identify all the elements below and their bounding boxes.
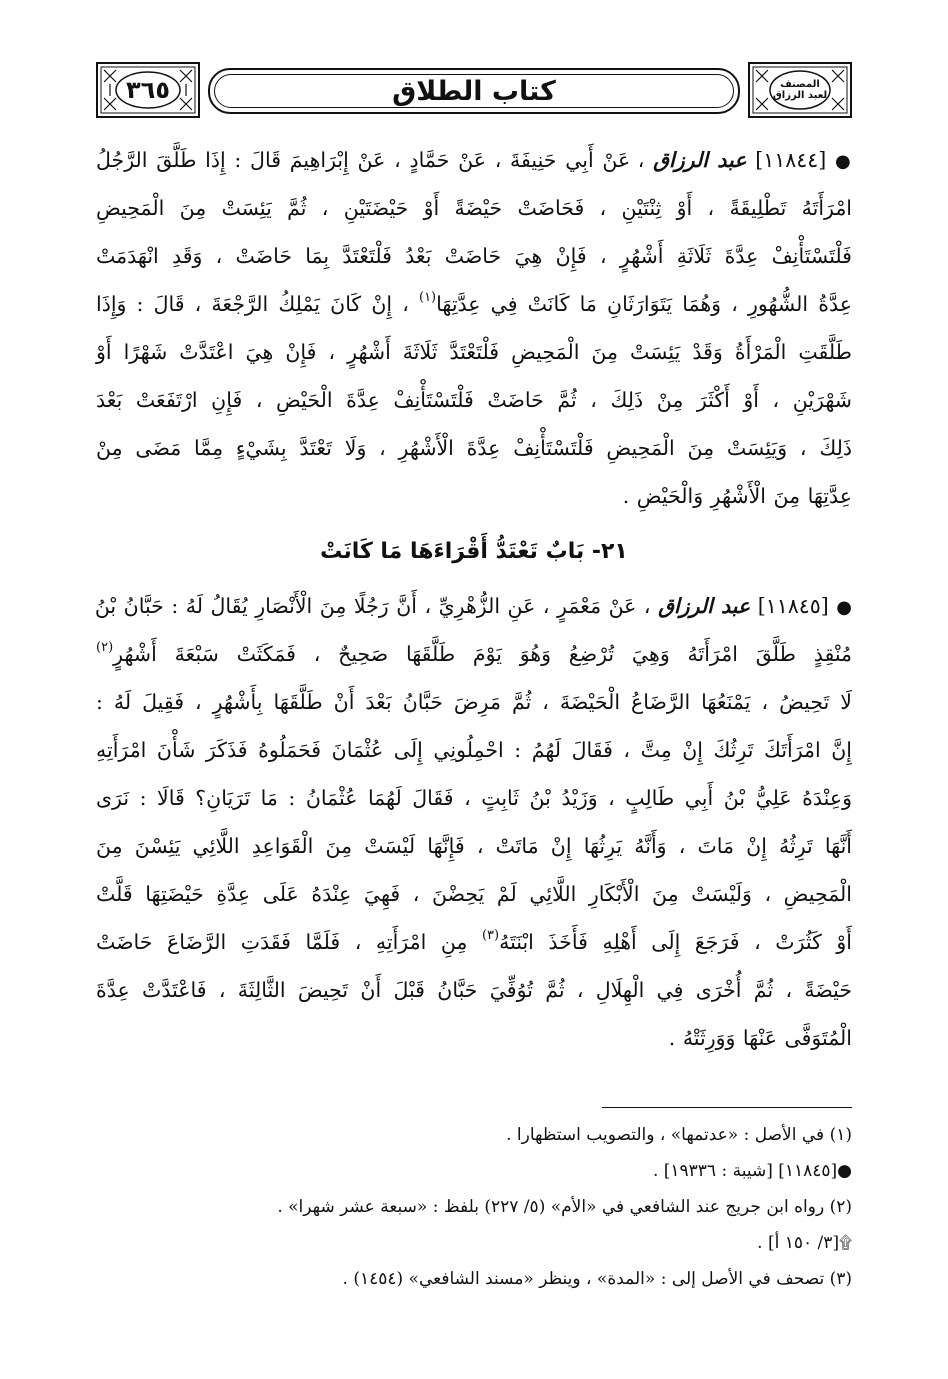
hadith-text: مُنْقِذٍ طَلَّقَ امْرَأَتَهُ وَهِيَ تُرْضِعُ وَهُوَ يَوْمَ طَلَّقَهَا صَحِيحٌ ، فَمَكَثَتْ سَبْعَةَ أَشْهُرٍ [113,642,852,666]
text-line: إِنَّ امْرَأَتَكَ تَرِثُكَ إِنْ مِتَّ ، فَقَالَ لَهُمُ : احْمِلُونِي إِلَى عُثْمَانَ فَحَمَلُوهُ فَذَكَرَ شَأْنَ امْرَأَتِهِ [96,738,852,762]
hadith-11844 [96,136,852,520]
footnote: (١) في الأصل : «عدتمها» ، والتصويب استظهارا . [506,1125,852,1145]
book-logo-line: المصنف [780,79,820,90]
chapter-title-frame [208,68,740,114]
text-line: امْرَأَتَهُ تَطْلِيقَةً ، أَوْ ثِنْتَيْنِ ، فَحَاضَتْ حَيْضَةً أَوْ حَيْضَتَيْنِ ، ثُمَّ يَئِسَتْ مِنَ الْمَحِيضِ [96,196,852,220]
hadith-text: مِنِ امْرَأَتِهِ ، فَلَمَّا فَقَدَتِ الرَّضَاعَ حَاضَتْ [96,930,468,954]
text-line: عِدَّتِهَا مِنَ الْأَشْهُرِ وَالْحَيْضِ . [622,484,852,508]
chapter-heading: ٢١- بَابٌ تَعْتَدُّ أَقْرَاءَهَا مَا كَانَتْ [320,538,628,564]
book-logo [748,62,852,118]
hadith-text: ، إِنْ كَانَ يَمْلِكُ الرَّجْعَةَ ، قَالَ : وَإِذَا [96,292,409,316]
book-logo-line: لعبد الرزاق [772,90,828,101]
hadith-11845 [96,582,852,1062]
text-line: حَيْضَةً ، ثُمَّ أُخْرَى فِي الْهِلَالِ ، ثُمَّ تُوُفِّيَ حَبَّانُ قَبْلَ أَنْ تَحِيضَ الثَّالِثَةَ ، فَاعْتَدَّتْ عِدَّةَ [96,978,852,1002]
bullet-icon: ● [835,151,852,172]
footnote: (٢) رواه ابن جريج عند الشافعي في «الأم» (٥/ ٢٢٧) بلفظ : «سبعة عشر شهرا» . [277,1197,852,1217]
bullet-icon: ● [836,597,852,618]
text-line: أَنَّهَا تَرِثُهُ إِنْ مَاتَ ، وَأَنَّهُ يَرِثُهَا إِنْ مَاتَتْ ، فَإِنَّهَا لَيْسَتْ مِنَ الْقَوَاعِدِ اللَّائِي يَئِسْنَ مِنَ [96,834,852,858]
text-line: لَا تَحِيضُ ، يَمْنَعُهَا الرَّضَاعُ الْحَيْضَةَ ، ثُمَّ مَرِضَ حَبَّانُ بَعْدَ أَنْ طَلَّقَهَا بِأَشْهُرٍ ، فَقِيلَ لَهُ : [96,690,852,714]
text-line: وَعِنْدَهُ عَلِيُّ بْنُ أَبِي طَالِبٍ ، وَزَيْدُ بْنُ ثَابِتٍ ، فَقَالَ لَهُمَا عُثْمَانُ : مَا تَرَيَانِ؟ قَالَا : نَرَى [96,786,852,810]
chapter-title: كتاب الطلاق [392,75,556,107]
text-line: الْمُتَوَفَّى عَنْهَا وَوَرِثَتْهُ . [668,1026,852,1050]
text-line: فَلْتَسْتَأْنِفْ عِدَّةَ ثَلَاثَةِ أَشْهُرٍ ، فَإِنْ هِيَ حَاضَتْ بَعْدُ فَلْتَعْتَدَّ بِمَا حَاضَتْ ، وَقَدِ انْهَدَمَتْ [96,244,852,268]
footnote-ref: (١) [418,290,437,305]
footnote-ref: (٣) [481,928,500,943]
text-line [96,918,852,966]
footnote-ref: (٢) [96,640,114,655]
page-number: ٣٦٥ [126,76,170,104]
hadith-text: ، عَنْ مَعْمَرٍ ، عَنِ الزُّهْرِيِّ ، أَنَّ رَجُلًا مِنَ الْأَنْصَارِ يُقَالُ لَهُ : حَبَّانُ بْنُ [94,594,651,618]
footnotes [96,1117,852,1297]
text-line [96,630,852,678]
hadith-source: عبد الرزاق [658,594,751,618]
page-header [96,62,852,118]
hadith-source: عبد الرزاق [653,148,747,172]
text-line [96,582,852,630]
hadith-number: [١١٨٤٥] [757,594,829,618]
footnote: ۩[٣/ ١٥٠ أ] . [757,1233,852,1253]
footnote-divider [602,1107,852,1108]
hadith-text: عِدَّةُ الشُّهُورِ ، وَهُمَا يَتَوَارَثَانِ مَا كَانَتْ فِي عِدَّتِهَا [436,292,852,316]
text-line: شَهْرَيْنِ ، أَوْ أَكْثَرَ مِنْ ذَلِكَ ، ثُمَّ حَاضَتْ فَلْتَسْتَأْنِفْ عِدَّةَ الْحَيْضِ ، فَإِنِ ارْتَفَعَتْ بَعْدَ [96,388,852,412]
hadith-number: [١١٨٤٤] [755,148,827,172]
hadith-text: أَوْ كَثُرَتْ ، فَرَجَعَ إِلَى أَهْلِهِ فَأَخَذَ ابْنَتَهُ [499,930,852,954]
text-line [96,280,852,328]
text-line [96,136,852,184]
text-line: ذَلِكَ ، وَيَئِسَتْ مِنَ الْمَحِيضِ فَلْتَسْتَأْنِفْ عِدَّةَ الْأَشْهُرِ ، وَلَا تَعْتَدَّ بِشَيْءٍ مِمَّا مَضَى مِنْ [96,436,852,460]
footnote: (٣) تصحف في الأصل إلى : «المدة» ، وينظر «مسند الشافعي» (١٤٥٤) . [342,1269,852,1289]
text-line: طَلَّقَتِ الْمَرْأَةُ وَقَدْ يَئِسَتْ مِنَ الْمَحِيضِ فَلْتَعْتَدَّ ثَلَاثَةَ أَشْهُرٍ ، فَإِنْ هِيَ اعْتَدَّتْ شَهْرًا أَوْ [96,340,852,364]
text-line: الْمَحِيضِ ، وَلَيْسَتْ مِنَ الْأَبْكَارِ اللَّائِي لَمْ يَحِضْنَ ، فَهِيَ عِنْدَهُ عَلَى عِدَّةِ حَيْضَتِهَا قَلَّتْ [96,882,852,906]
footnote: ●[١١٨٤٥] [شيبة : ١٩٣٣٦] . [652,1161,852,1181]
hadith-text: ، عَنْ أَبِي حَنِيفَةَ ، عَنْ حَمَّادٍ ، عَنْ إِبْرَاهِيمَ قَالَ : إِذَا طَلَّقَ الرَّجُلُ [96,148,645,172]
